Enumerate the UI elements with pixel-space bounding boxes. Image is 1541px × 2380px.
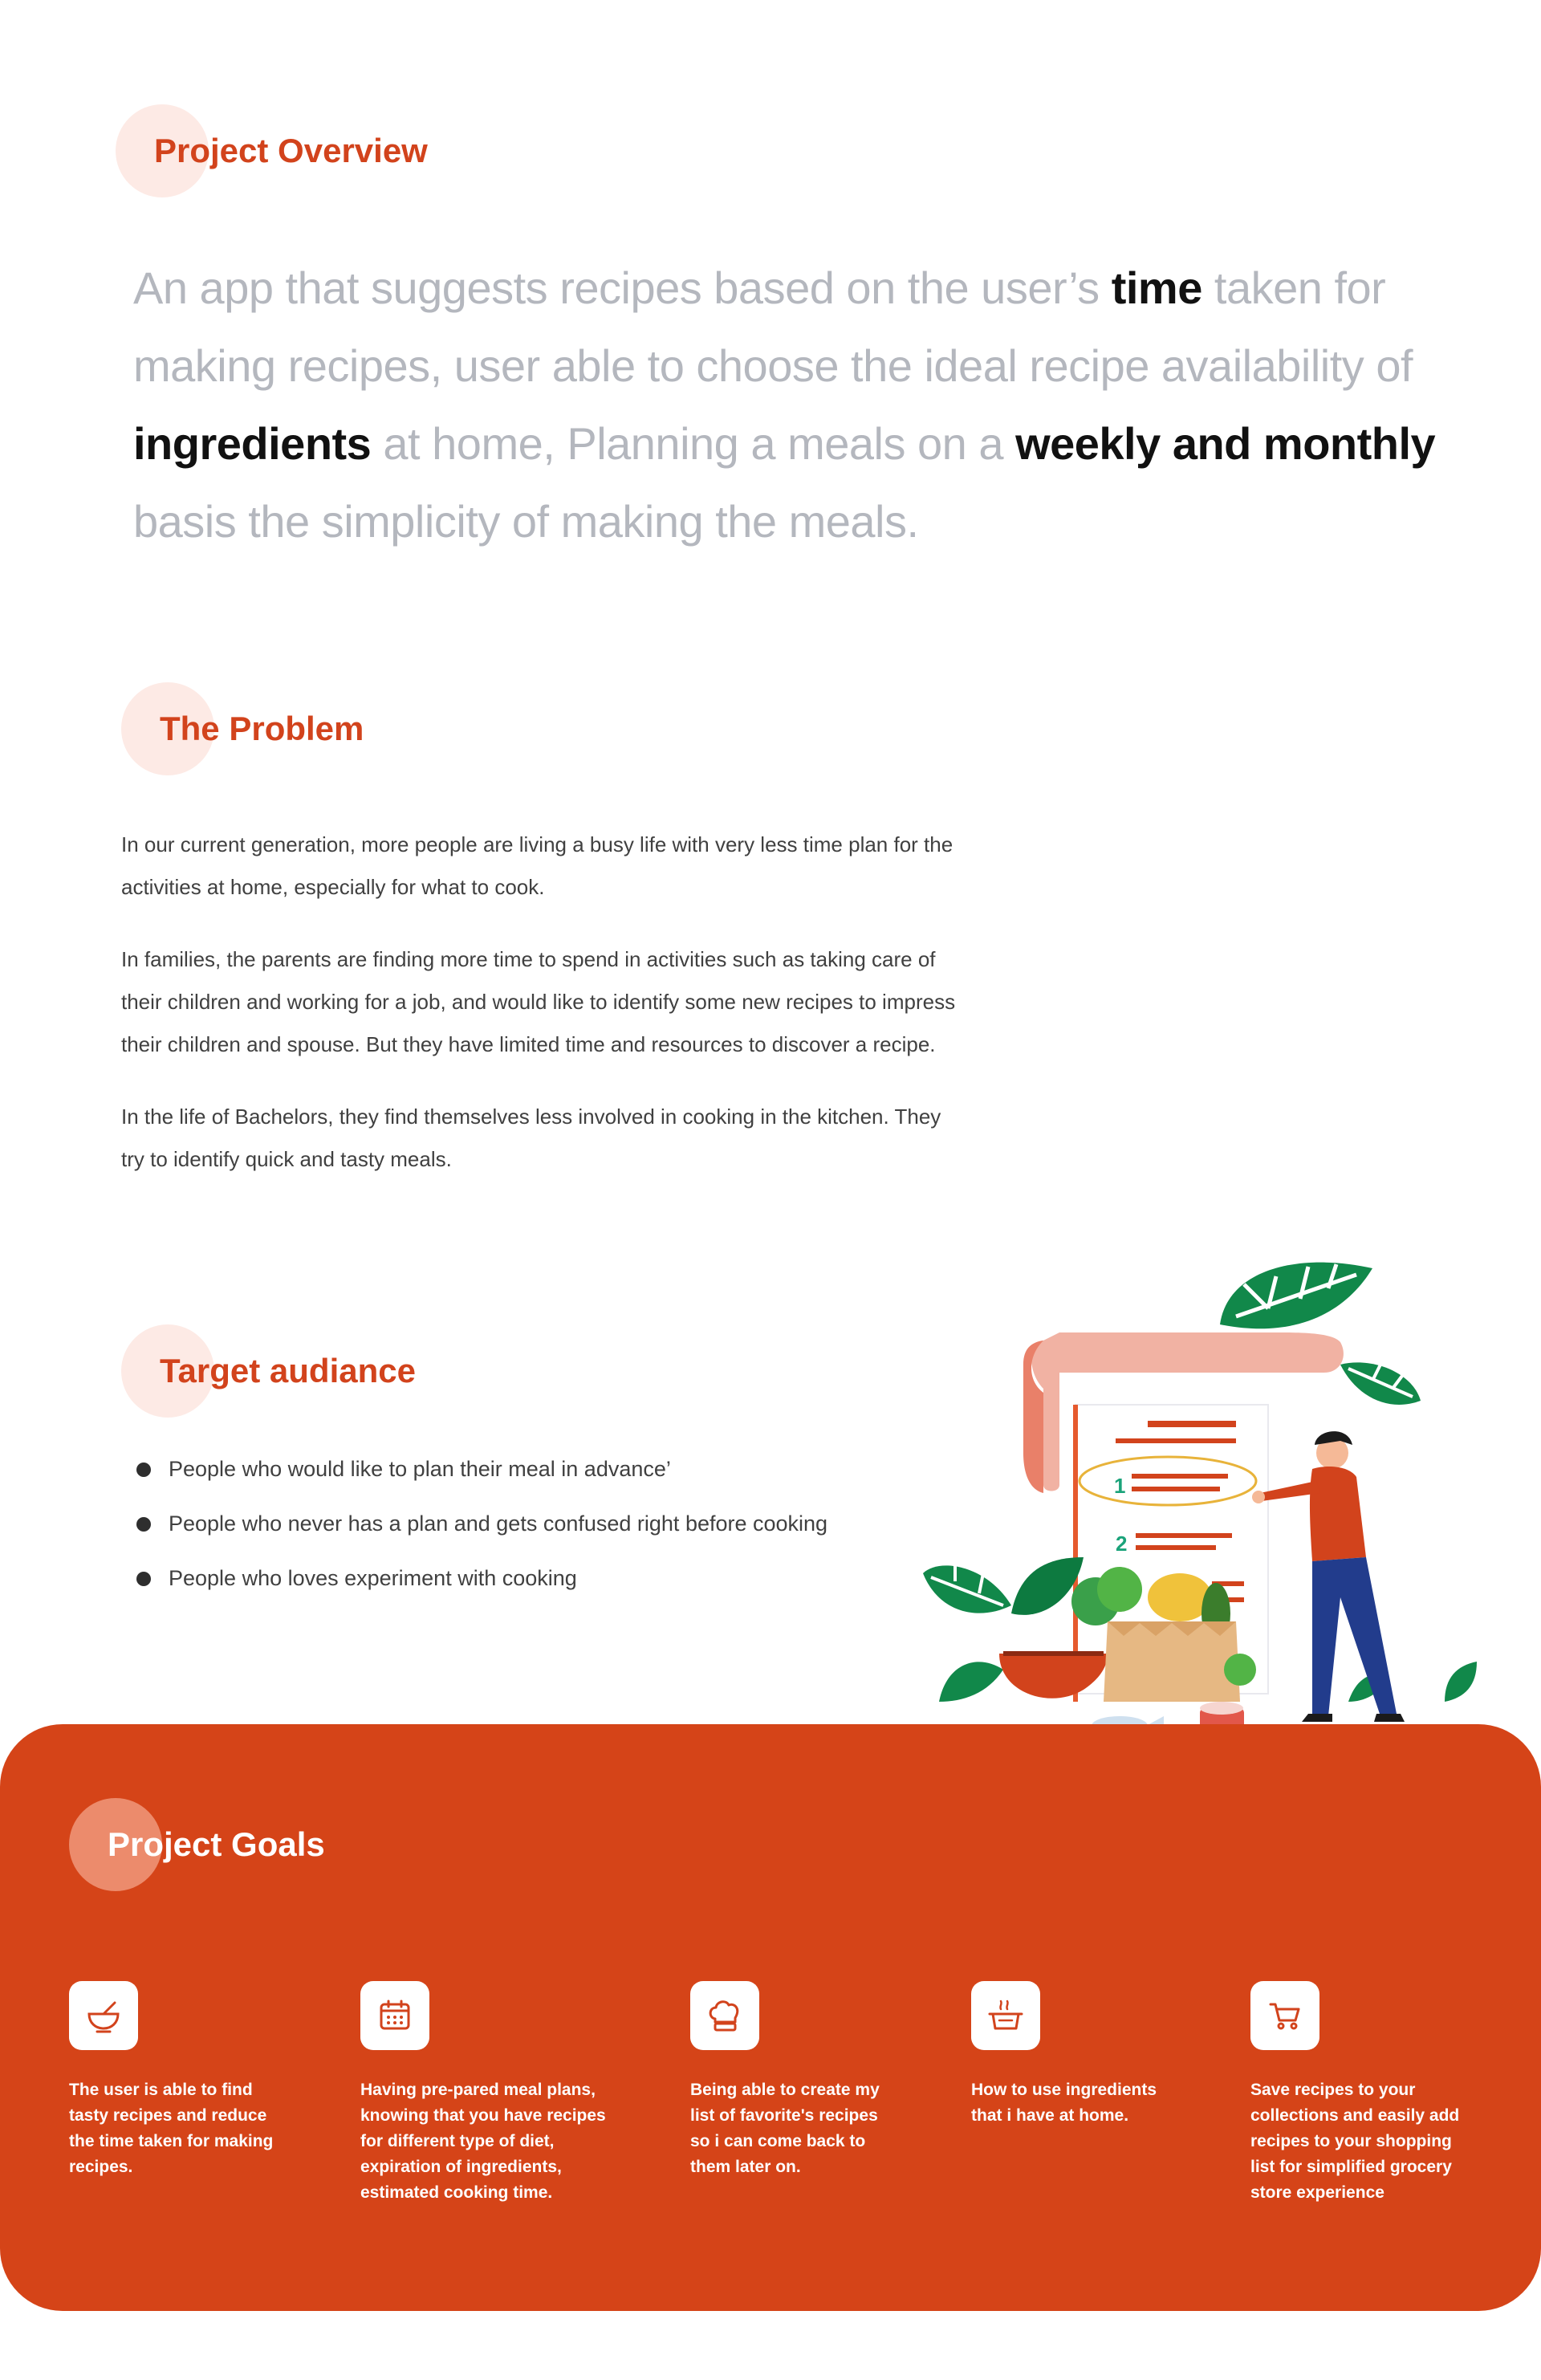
goal-card [360,1981,617,2206]
list-item: People who loves experiment with cooking [136,1562,827,1617]
problem-text [121,824,956,1210]
list-item: People who never has a plan and gets confused right before cooking [136,1507,827,1562]
step-label: 2 [1116,1532,1128,1556]
chef-hat-icon [705,1996,744,2035]
goal-icon-box [69,1981,138,2050]
goal-text: How to use ingredients that i have at home. [971,2081,1157,2125]
target-list [136,1453,827,1617]
goal-card [69,1981,290,2180]
section-title: Target audiance [160,1352,416,1389]
goal-icon-box [971,1981,1040,2050]
goal-card [1250,1981,1463,2206]
goal-card [971,1981,1180,2129]
problem-paragraph: In families, the parents are finding more time to spend in activities such as taking care of their children and working for a job, and would like to identify some new recipes to impress their children and spouse. But they have limited time and resources to discover a recipe. [121,947,956,1056]
goal-text: Being able to create my list of favorite's recipes so i can come back to them later on. [690,2081,880,2176]
goal-icon-box [1250,1981,1319,2050]
goal-icon-box [690,1981,759,2050]
goal-text: Having pre-pared meal plans, knowing that you have recipes for different type of diet, expiration of ingredients, estimated cooking time. [360,2081,606,2202]
project-goals-panel [0,1724,1541,2311]
person-illustration [1252,1431,1405,1722]
goal-text: The user is able to find tasty recipes and reduce the time taken for making recipes. [69,2081,274,2176]
calendar-icon [377,1998,413,2033]
problem-paragraph: In the life of Bachelors, they find themselves less involved in cooking in the kitchen. They try to identify quick and tasty meals. [121,1105,941,1171]
section-title: Project Overview [154,132,428,169]
recipe-illustration [923,1252,1501,1734]
shopping-cart-icon [1267,1998,1303,2033]
section-title: Project Goals [108,1825,325,1863]
overview-paragraph: An app that suggests recipes based on the user’s time taken for making recipes, user able to choose the ideal recipe availability of ingredients at home, Planning a meals on a weekly and monthly basis the simplicity of making the meals. [133,262,1436,547]
goal-text: Save recipes to your collections and easily add recipes to your shopping list for simplified grocery store experience [1250,2081,1460,2202]
problem-paragraph: In our current generation, more people are living a busy life with very less time plan for the activities at home, especially for what to cook. [121,832,953,899]
goal-card [690,1981,899,2180]
cooking-pot-icon [986,1996,1025,2035]
bowl-icon [84,1996,123,2035]
step-label: 1 [1114,1474,1126,1498]
list-item: People who would like to plan their meal in advance’ [136,1453,827,1507]
goal-icon-box [360,1981,429,2050]
section-title: The Problem [160,710,364,747]
